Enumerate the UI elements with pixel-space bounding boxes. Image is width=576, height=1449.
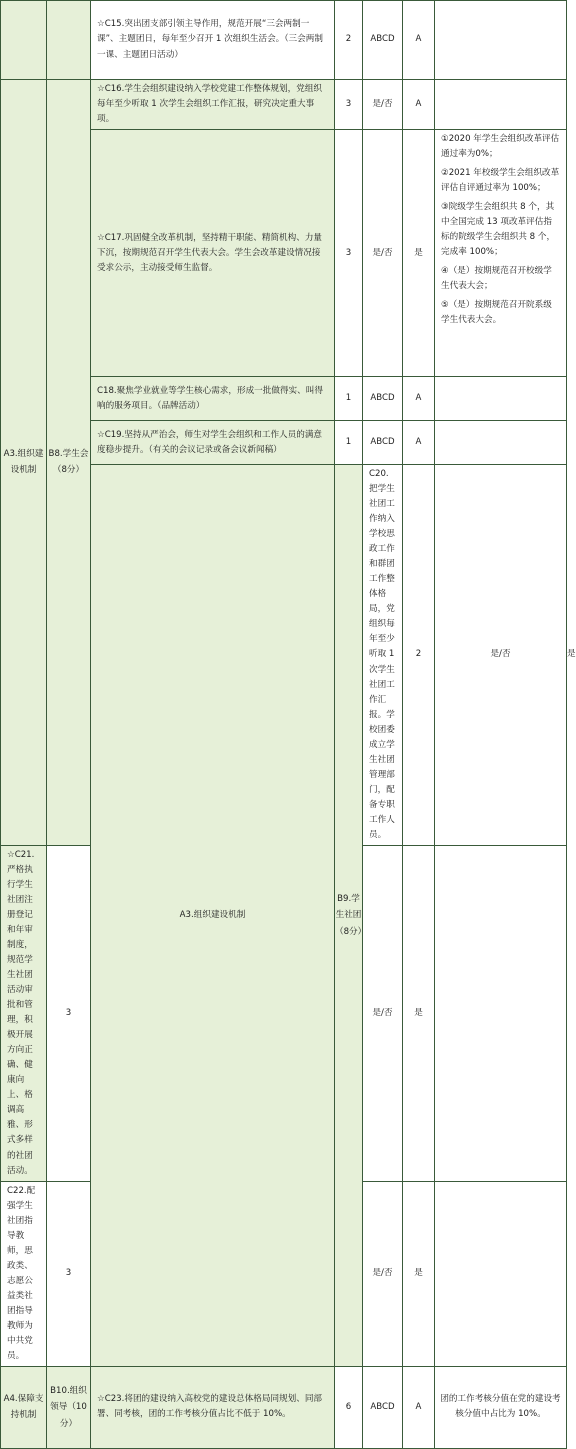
score-c15: 2	[335, 1, 363, 80]
score-c20: 2	[403, 465, 435, 846]
table-row	[1, 80, 567, 130]
criterion-c17: ☆C17.巩固健全改革机制，坚持精干职能、精简机构、力量下沉，按期规范召开学生代表大会。学生会改革建设情况接受求公示，主动接受师生监督。	[91, 130, 335, 377]
grade-c18: A	[403, 377, 435, 421]
a-cell-empty	[1, 1, 47, 80]
table-row	[1, 1, 567, 80]
score-c18: 1	[335, 377, 363, 421]
grade-c21: 是	[403, 845, 435, 1181]
criterion-c18: C18.聚焦学业就业等学生核心需求，形成一批做得实、叫得响的服务项目。（品牌活动）	[91, 377, 335, 421]
a3-cell-2: A3.组织建设机制	[91, 465, 335, 1367]
table-row	[1, 1366, 567, 1448]
b8-cell: B8.学生会（8分）	[47, 80, 91, 846]
criterion-c16: ☆C16.学生会组织建设纳入学校党建工作整体规划，党组织每年至少听取 1 次学生会组织工作汇报，研究决定重大事项。	[91, 80, 335, 130]
b9-cell: B9.学生社团（8分）	[335, 465, 363, 1367]
note-c19	[435, 421, 567, 465]
note-item: ②2021 年校级学生会组织改革评估自评通过率为 100%；	[441, 168, 560, 194]
score-c19: 1	[335, 421, 363, 465]
type-c20: 是/否	[435, 465, 567, 846]
score-c17: 3	[335, 130, 363, 377]
type-c15: ABCD	[363, 1, 403, 80]
criterion-c22: C22.配强学生社团指导教师，思政类、志愿公益类社团指导教师为中共党员。	[1, 1181, 47, 1366]
a3-cell: A3.组织建设机制	[1, 80, 47, 846]
note-c23: 团的工作考核分值在党的建设考核分值中占比为 10%。	[435, 1366, 567, 1448]
score-c16: 3	[335, 80, 363, 130]
grade-c22: 是	[403, 1181, 435, 1366]
note-item: ①2020 年学生会组织改革评估通过率为0%；	[441, 134, 560, 160]
grade-c17: 是	[403, 130, 435, 377]
note-item: ③院级学生会组织共 8 个，其中全国完成 13 项改革评估指标的院级学生会组织共 8 个，完成率 100%；	[441, 202, 556, 258]
criterion-c15: ☆C15.突出团支部引领主导作用，规范开展“三会两制一课”、主题团日，每年至少召开 1 次组织生活会。（三会两制一课、主题团日活动）	[91, 1, 335, 80]
type-c18: ABCD	[363, 377, 403, 421]
note-c21	[435, 845, 567, 1181]
note-c15	[435, 1, 567, 80]
score-c22: 3	[47, 1181, 91, 1366]
criterion-c21: ☆C21.严格执行学生社团注册登记和年审制度，规范学生社团活动审批和管理，积极开展方向正确、健康向上、格调高雅、形式多样的社团活动。	[1, 845, 47, 1181]
grade-c23: A	[403, 1366, 435, 1448]
grade-c15: A	[403, 1, 435, 80]
table-row: A3.组织建设机制 B9.学生社团（8分） C20.把学生社团工作纳入学校思政工作和群团工作整体格局，党组织每年至少听取 1 次学生社团工作汇报。学校团委成立学生社团管理部门，配备专职工作人员。 2 是/否 是	[1, 465, 567, 846]
note-c22	[435, 1181, 567, 1366]
score-c23: 6	[335, 1366, 363, 1448]
type-c21: 是/否	[363, 845, 403, 1181]
note-item: ⑤（是）按期规范召开院系级学生代表大会。	[441, 300, 552, 326]
criterion-c19: ☆C19.坚持从严治会，师生对学生会组织和工作人员的满意度稳步提升。（有关的会议记录或备会议新闻稿）	[91, 421, 335, 465]
type-c17: 是/否	[363, 130, 403, 377]
b-cell-empty	[47, 1, 91, 80]
type-c22: 是/否	[363, 1181, 403, 1366]
grade-c16: A	[403, 80, 435, 130]
grade-c19: A	[403, 421, 435, 465]
type-c19: ABCD	[363, 421, 403, 465]
criterion-c23: ☆C23.将团的建设纳入高校党的建设总体格局同规划、同部署、同考核，团的工作考核分值占比不低于 10%。	[91, 1366, 335, 1448]
type-c16: 是/否	[363, 80, 403, 130]
b10-cell: B10.组织领导（10分）	[47, 1366, 91, 1448]
note-item: ④（是）按期规范召开校级学生代表大会；	[441, 266, 552, 292]
note-c18	[435, 377, 567, 421]
note-c16	[435, 80, 567, 130]
criterion-c20: C20.把学生社团工作纳入学校思政工作和群团工作整体格局，党组织每年至少听取 1 次学生社团工作汇报。学校团委成立学生社团管理部门，配备专职工作人员。	[363, 465, 403, 846]
type-c23: ABCD	[363, 1366, 403, 1448]
score-c21: 3	[47, 845, 91, 1181]
note-c17	[435, 130, 567, 377]
a4-cell: A4.保障支持机制	[1, 1366, 47, 1448]
